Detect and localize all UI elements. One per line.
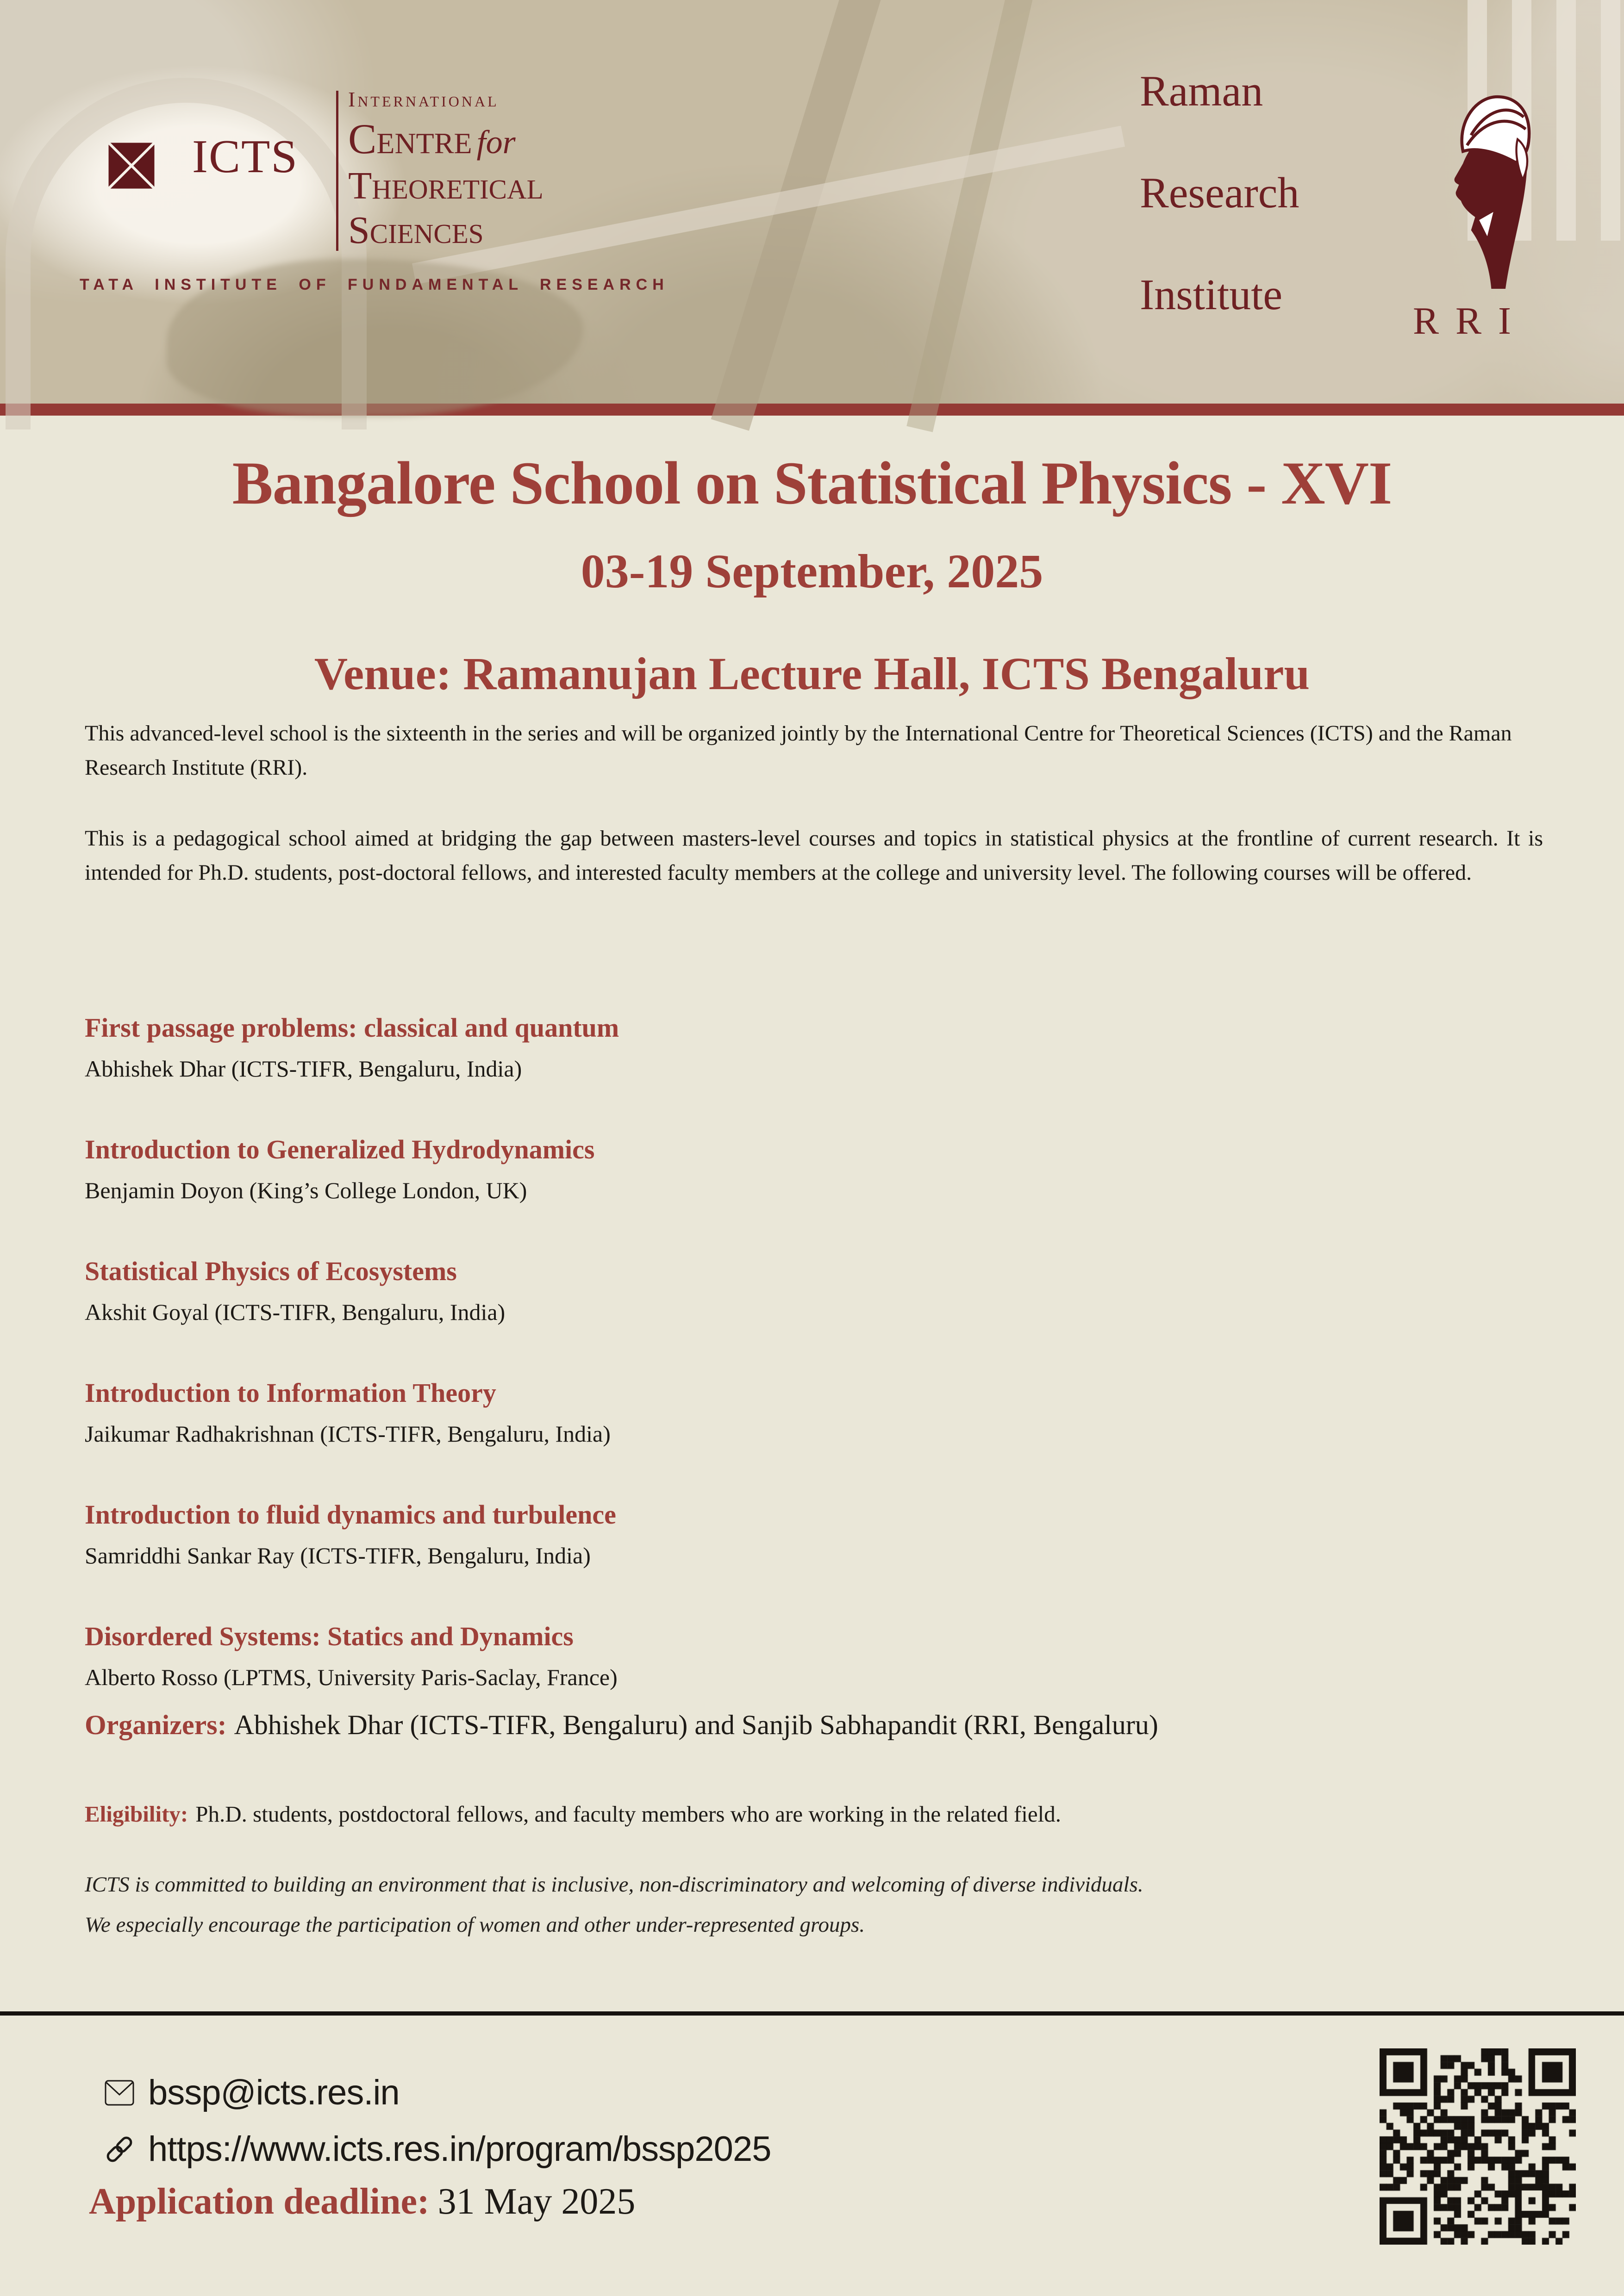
event-venue: Venue: Ramanujan Lecture Hall, ICTS Bengaluru — [314, 648, 1310, 699]
course-item — [85, 1378, 1543, 1500]
deadline-value: 31 May 2025 — [437, 2181, 636, 2222]
organizers-text: Abhishek Dhar (ICTS-TIFR, Bengaluru) and Sanjib Sabhapandit (RRI, Bengaluru) — [234, 1710, 1158, 1740]
intro-paragraph: This is a pedagogical school aimed at bridging the gap between masters-level courses and topics in statistical physics at the frontline of current research. It is intended for Ph.D. students, post-doctoral fellows, and interested faculty members at the college and university level. The following courses will be offered. — [85, 826, 1543, 885]
header-banner — [0, 0, 1624, 416]
icts-name-line: Sciences — [348, 209, 484, 252]
icts-name-line: International — [348, 87, 499, 111]
course-title: First passage problems: classical and quantum — [85, 1013, 619, 1043]
course-list — [85, 1013, 1543, 1743]
email-row — [103, 2072, 400, 2113]
application-deadline — [89, 2181, 635, 2223]
icts-name-line: Theoretical — [348, 164, 543, 207]
footer-divider — [0, 2011, 1624, 2016]
raman-profile-silhouette-icon — [1429, 75, 1550, 305]
eligibility-text: Ph.D. students, postdoctoral fellows, and faculty members who are working in the related field. — [195, 1801, 1061, 1827]
course-instructor: Akshit Goyal (ICTS-TIFR, Bengaluru, India) — [85, 1299, 506, 1325]
course-title: Introduction to fluid dynamics and turbulence — [85, 1500, 616, 1530]
link-icon — [103, 2133, 136, 2166]
course-item — [85, 1134, 1543, 1256]
icts-pinwheel-logo-icon — [80, 118, 183, 213]
email-link[interactable]: bssp@icts.res.in — [148, 2073, 400, 2112]
inclusivity-statement: We especially encourage the participation of women and other under-represented groups. — [85, 1913, 865, 1937]
intro-paragraph: This advanced-level school is the sixteenth in the series and will be organized jointly by the International Centre for Theoretical Sciences (ICTS) and the Raman Research Institute (RRI). — [85, 721, 1512, 780]
icts-acronym: ICTS — [192, 131, 299, 183]
header-art-beam — [906, 0, 1037, 432]
course-instructor: Alberto Rosso (LPTMS, University Paris-Saclay, France) — [85, 1664, 618, 1690]
icts-full-name — [348, 89, 543, 250]
qr-code — [1380, 2048, 1576, 2245]
rri-name-line: Raman — [1140, 67, 1263, 115]
course-instructor: Abhishek Dhar (ICTS-TIFR, Bengaluru, India) — [85, 1055, 522, 1082]
tifr-tagline: TATA INSTITUTE OF FUNDAMENTAL RESEARCH — [80, 276, 669, 293]
course-title: Disordered Systems: Statics and Dynamics — [85, 1621, 574, 1651]
inclusivity-statement: ICTS is committed to building an environment that is inclusive, non-discriminatory and welcoming of diverse individuals. — [85, 1873, 1143, 1897]
page-title: Bangalore School on Statistical Physics - XVI — [232, 449, 1392, 517]
course-item — [85, 1500, 1543, 1621]
course-instructor: Jaikumar Radhakrishnan (ICTS-TIFR, Bengaluru, India) — [85, 1420, 611, 1447]
course-item — [85, 1256, 1543, 1378]
icts-logo-divider — [336, 91, 338, 251]
organizers-label: Organizers: — [85, 1710, 227, 1740]
envelope-icon — [103, 2076, 136, 2109]
course-title: Introduction to Information Theory — [85, 1378, 496, 1408]
rri-acronym: RRI — [1413, 299, 1528, 342]
course-title: Introduction to Generalized Hydrodynamics — [85, 1134, 595, 1164]
course-instructor: Samriddhi Sankar Ray (ICTS-TIFR, Bengaluru, India) — [85, 1542, 591, 1568]
rri-name — [1140, 69, 1299, 375]
rri-name-line: Research — [1140, 169, 1299, 217]
course-title: Statistical Physics of Ecosystems — [85, 1256, 457, 1286]
organizers-line — [85, 1707, 1566, 1743]
deadline-label: Application deadline: — [89, 2181, 430, 2222]
website-link[interactable]: https://www.icts.res.in/program/bssp2025 — [148, 2129, 771, 2169]
course-item — [85, 1013, 1543, 1134]
course-instructor: Benjamin Doyon (King’s College London, UK) — [85, 1177, 527, 1203]
rri-name-line: Institute — [1140, 271, 1283, 319]
icts-name-line: Centre for — [348, 115, 516, 162]
eligibility-line — [85, 1799, 1566, 1829]
eligibility-label: Eligibility: — [85, 1801, 188, 1827]
website-row — [103, 2129, 771, 2169]
event-dates: 03-19 September, 2025 — [581, 545, 1043, 598]
